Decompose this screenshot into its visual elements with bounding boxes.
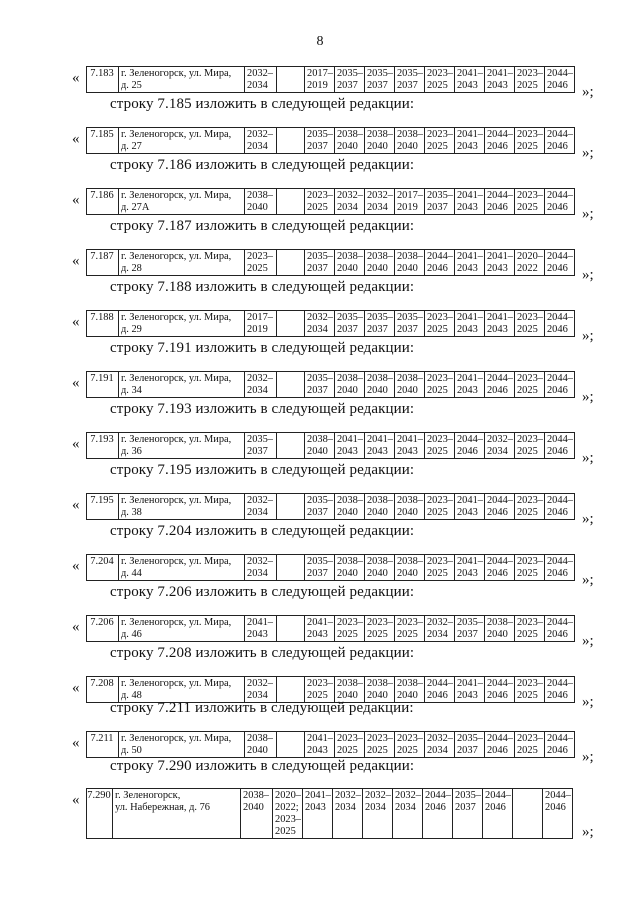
year-range-cell: 2035– 2037 — [334, 311, 364, 337]
year-range-cell: 2038– 2040 — [364, 677, 394, 703]
year-range-cell — [277, 616, 305, 642]
year-range-cell: 2023– 2025 — [514, 616, 544, 642]
year-range-cell — [277, 128, 305, 154]
year-range-cell: 2023– 2025 — [514, 677, 544, 703]
year-range-cell: 2038– 2040 — [364, 555, 394, 581]
row-number: 7.187 — [87, 250, 119, 276]
year-range-cell — [277, 732, 305, 758]
year-range-cell — [513, 789, 543, 839]
year-range-cell: 2038– 2040 — [394, 555, 424, 581]
year-range-cell: 2041– 2043 — [305, 616, 335, 642]
amendment-heading: строку 7.211 изложить в следующей редакции: — [110, 700, 414, 716]
year-range-cell: 2035– 2037 — [364, 67, 394, 93]
close-quote: »; — [582, 328, 594, 344]
year-range-cell: 2038– 2040 — [364, 372, 394, 398]
period-cell: 2017– 2019 — [245, 311, 277, 337]
amendment-row-table — [86, 731, 575, 758]
period-cell: 2032– 2034 — [245, 67, 277, 93]
year-range-cell: 2032– 2034 — [364, 189, 394, 215]
open-quote: « — [72, 70, 80, 86]
row-number: 7.188 — [87, 311, 119, 337]
address-cell: г. Зеленогорск, ул. Мира, д. 27А — [119, 189, 245, 215]
year-range-cell: 2038– 2040 — [334, 677, 364, 703]
year-range-cell: 2023– 2025 — [305, 677, 335, 703]
year-range-cell — [277, 372, 305, 398]
year-range-cell: 2044– 2046 — [544, 128, 574, 154]
year-range-cell: 2038– 2040 — [394, 128, 424, 154]
year-range-cell: 2041– 2043 — [394, 433, 424, 459]
year-range-cell: 2044– 2046 — [424, 250, 454, 276]
year-range-cell: 2023– 2025 — [514, 67, 544, 93]
year-range-cell: 2038– 2040 — [334, 494, 364, 520]
year-range-cell: 2023– 2025 — [424, 494, 454, 520]
close-quote: »; — [582, 206, 594, 222]
year-range-cell: 2023– 2025 — [424, 372, 454, 398]
year-range-cell: 2032– 2034 — [393, 789, 423, 839]
row-number: 7.195 — [87, 494, 119, 520]
year-range-cell: 2035– 2037 — [305, 555, 335, 581]
year-range-cell: 2044– 2046 — [544, 555, 574, 581]
open-quote: « — [72, 792, 80, 808]
address-cell: г. Зеленогорск, ул. Мира, д. 44 — [119, 555, 245, 581]
year-range-cell — [277, 189, 305, 215]
year-range-cell: 2035– 2037 — [394, 311, 424, 337]
year-range-cell: 2038– 2040 — [394, 494, 424, 520]
amendment-heading: строку 7.185 изложить в следующей редакции: — [110, 96, 415, 112]
year-range-cell: 2041– 2043 — [303, 789, 333, 839]
year-range-cell: 2035– 2037 — [305, 250, 335, 276]
year-range-cell: 2023– 2025 — [424, 67, 454, 93]
year-range-cell: 2038– 2040 — [394, 372, 424, 398]
table-row — [87, 616, 575, 642]
year-range-cell: 2023– 2025 — [514, 732, 544, 758]
amendment-heading: строку 7.195 изложить в следующей редакции: — [110, 462, 415, 478]
year-range-cell: 2032– 2034 — [484, 433, 514, 459]
table-row — [87, 677, 575, 703]
close-quote: »; — [582, 450, 594, 466]
year-range-cell: 2023– 2025 — [364, 732, 394, 758]
year-range-cell: 2041– 2043 — [454, 67, 484, 93]
amendment-row-table — [86, 66, 575, 93]
year-range-cell: 2035– 2037 — [305, 372, 335, 398]
year-range-cell: 2038– 2040 — [364, 250, 394, 276]
year-range-cell: 2038– 2040 — [364, 128, 394, 154]
year-range-cell: 2023– 2025 — [424, 311, 454, 337]
year-range-cell: 2032– 2034 — [333, 789, 363, 839]
row-number: 7.186 — [87, 189, 119, 215]
close-quote: »; — [582, 633, 594, 649]
row-number: 7.208 — [87, 677, 119, 703]
period-cell: 2032– 2034 — [245, 555, 277, 581]
close-quote: »; — [582, 267, 594, 283]
year-range-cell: 2023– 2025 — [424, 433, 454, 459]
row-number: 7.206 — [87, 616, 119, 642]
year-range-cell — [277, 250, 305, 276]
close-quote: »; — [582, 145, 594, 161]
open-quote: « — [72, 497, 80, 513]
year-range-cell: 2044– 2046 — [544, 677, 574, 703]
close-quote: »; — [582, 824, 594, 840]
address-cell: г. Зеленогорск, ул. Мира, д. 36 — [119, 433, 245, 459]
amendment-heading: строку 7.206 изложить в следующей редакции: — [110, 584, 415, 600]
amendment-row-table — [86, 493, 575, 520]
open-quote: « — [72, 680, 80, 696]
page-number: 8 — [316, 34, 324, 49]
year-range-cell: 2023– 2025 — [514, 128, 544, 154]
amendment-heading: строку 7.208 изложить в следующей редакции: — [110, 645, 415, 661]
year-range-cell: 2044– 2046 — [483, 789, 513, 839]
open-quote: « — [72, 375, 80, 391]
year-range-cell: 2035– 2037 — [394, 67, 424, 93]
year-range-cell: 2032– 2034 — [424, 732, 454, 758]
amendment-row-table — [86, 554, 575, 581]
open-quote: « — [72, 436, 80, 452]
amendment-heading: строку 7.191 изложить в следующей редакции: — [110, 340, 415, 356]
year-range-cell: 2044– 2046 — [484, 494, 514, 520]
year-range-cell: 2041– 2043 — [484, 250, 514, 276]
period-cell: 2032– 2034 — [245, 677, 277, 703]
year-range-cell: 2044– 2046 — [544, 494, 574, 520]
open-quote: « — [72, 314, 80, 330]
year-range-cell: 2032– 2034 — [334, 189, 364, 215]
year-range-cell: 2041– 2043 — [334, 433, 364, 459]
year-range-cell — [277, 494, 305, 520]
year-range-cell: 2023– 2025 — [514, 189, 544, 215]
year-range-cell: 2038– 2040 — [394, 677, 424, 703]
close-quote: »; — [582, 572, 594, 588]
close-quote: »; — [582, 84, 594, 100]
year-range-cell: 2044– 2046 — [484, 732, 514, 758]
year-range-cell — [277, 555, 305, 581]
close-quote: »; — [582, 389, 594, 405]
year-range-cell: 2038– 2040 — [334, 372, 364, 398]
row-number: 7.183 — [87, 67, 119, 93]
year-range-cell: 2035– 2037 — [454, 616, 484, 642]
year-range-cell — [277, 311, 305, 337]
year-range-cell: 2041– 2043 — [454, 555, 484, 581]
year-range-cell: 2038– 2040 — [305, 433, 335, 459]
year-range-cell: 2035– 2037 — [334, 67, 364, 93]
year-range-cell: 2044– 2046 — [484, 372, 514, 398]
year-range-cell: 2035– 2037 — [454, 732, 484, 758]
year-range-cell: 2041– 2043 — [305, 732, 335, 758]
year-range-cell: 2020– 2022; 2023– 2025 — [273, 789, 303, 839]
amendment-heading: строку 7.204 изложить в следующей редакции: — [110, 523, 415, 539]
row-number: 7.185 — [87, 128, 119, 154]
year-range-cell: 2032– 2034 — [305, 311, 335, 337]
address-cell: г. Зеленогорск, ул. Мира, д. 48 — [119, 677, 245, 703]
table-row — [87, 189, 575, 215]
address-cell: г. Зеленогорск, ул. Мира, д. 38 — [119, 494, 245, 520]
address-cell: г. Зеленогорск, ул. Мира, д. 29 — [119, 311, 245, 337]
open-quote: « — [72, 253, 80, 269]
year-range-cell — [277, 677, 305, 703]
year-range-cell: 2038– 2040 — [334, 128, 364, 154]
year-range-cell: 2041– 2043 — [454, 494, 484, 520]
year-range-cell: 2023– 2025 — [305, 189, 335, 215]
year-range-cell: 2044– 2046 — [544, 311, 574, 337]
year-range-cell: 2041– 2043 — [454, 128, 484, 154]
row-number: 7.193 — [87, 433, 119, 459]
address-cell: г. Зеленогорск, ул. Набережная, д. 76 — [113, 789, 241, 839]
year-range-cell: 2035– 2037 — [364, 311, 394, 337]
table-row — [87, 494, 575, 520]
year-range-cell: 2041– 2043 — [454, 677, 484, 703]
year-range-cell: 2023– 2025 — [334, 616, 364, 642]
period-cell: 2035– 2037 — [245, 433, 277, 459]
row-number: 7.211 — [87, 732, 119, 758]
year-range-cell: 2044– 2046 — [544, 67, 574, 93]
period-cell: 2023– 2025 — [245, 250, 277, 276]
year-range-cell: 2017– 2019 — [305, 67, 335, 93]
amendment-row-table — [86, 432, 575, 459]
amendment-heading: строку 7.193 изложить в следующей редакции: — [110, 401, 415, 417]
year-range-cell: 2044– 2046 — [484, 555, 514, 581]
year-range-cell: 2023– 2025 — [334, 732, 364, 758]
year-range-cell: 2020– 2022 — [514, 250, 544, 276]
year-range-cell: 2023– 2025 — [514, 433, 544, 459]
year-range-cell: 2041– 2043 — [454, 189, 484, 215]
year-range-cell: 2023– 2025 — [514, 311, 544, 337]
period-cell: 2038– 2040 — [245, 732, 277, 758]
amendment-row-table — [86, 127, 575, 154]
year-range-cell: 2041– 2043 — [484, 67, 514, 93]
close-quote: »; — [582, 749, 594, 765]
period-cell: 2038– 2040 — [245, 189, 277, 215]
amendment-row-table — [86, 788, 573, 839]
year-range-cell: 2023– 2025 — [364, 616, 394, 642]
year-range-cell: 2023– 2025 — [514, 372, 544, 398]
address-cell: г. Зеленогорск, ул. Мира, д. 25 — [119, 67, 245, 93]
year-range-cell: 2044– 2046 — [544, 250, 574, 276]
amendment-row-table — [86, 615, 575, 642]
year-range-cell: 2044– 2046 — [544, 732, 574, 758]
open-quote: « — [72, 192, 80, 208]
period-cell: 2032– 2034 — [245, 372, 277, 398]
open-quote: « — [72, 619, 80, 635]
year-range-cell: 2044– 2046 — [544, 616, 574, 642]
address-cell: г. Зеленогорск, ул. Мира, д. 27 — [119, 128, 245, 154]
year-range-cell: 2044– 2046 — [454, 433, 484, 459]
year-range-cell: 2023– 2025 — [424, 555, 454, 581]
year-range-cell: 2023– 2025 — [394, 616, 424, 642]
table-row — [87, 128, 575, 154]
close-quote: »; — [582, 694, 594, 710]
year-range-cell: 2041– 2043 — [454, 311, 484, 337]
table-row — [87, 372, 575, 398]
year-range-cell: 2041– 2043 — [454, 250, 484, 276]
year-range-cell: 2023– 2025 — [514, 494, 544, 520]
amendment-row-table — [86, 371, 575, 398]
year-range-cell: 2044– 2046 — [423, 789, 453, 839]
year-range-cell: 2041– 2043 — [454, 372, 484, 398]
year-range-cell: 2035– 2037 — [424, 189, 454, 215]
period-cell: 2032– 2034 — [245, 128, 277, 154]
year-range-cell: 2038– 2040 — [484, 616, 514, 642]
year-range-cell: 2035– 2037 — [305, 128, 335, 154]
year-range-cell: 2044– 2046 — [484, 677, 514, 703]
year-range-cell: 2023– 2025 — [394, 732, 424, 758]
amendment-row-table — [86, 676, 575, 703]
table-row — [87, 67, 575, 93]
year-range-cell: 2038– 2040 — [334, 250, 364, 276]
year-range-cell: 2035– 2037 — [453, 789, 483, 839]
open-quote: « — [72, 131, 80, 147]
year-range-cell: 2044– 2046 — [484, 189, 514, 215]
amendment-heading: строку 7.186 изложить в следующей редакции: — [110, 157, 415, 173]
amendment-row-table — [86, 249, 575, 276]
year-range-cell: 2044– 2046 — [543, 789, 573, 839]
year-range-cell: 2038– 2040 — [364, 494, 394, 520]
row-number: 7.204 — [87, 555, 119, 581]
address-cell: г. Зеленогорск, ул. Мира, д. 46 — [119, 616, 245, 642]
year-range-cell: 2041– 2043 — [364, 433, 394, 459]
year-range-cell — [277, 433, 305, 459]
open-quote: « — [72, 735, 80, 751]
open-quote: « — [72, 558, 80, 574]
period-cell: 2041– 2043 — [245, 616, 277, 642]
address-cell: г. Зеленогорск, ул. Мира, д. 34 — [119, 372, 245, 398]
table-row — [87, 250, 575, 276]
address-cell: г. Зеленогорск, ул. Мира, д. 28 — [119, 250, 245, 276]
row-number: 7.290 — [87, 789, 113, 839]
table-row — [87, 732, 575, 758]
year-range-cell: 2038– 2040 — [394, 250, 424, 276]
year-range-cell: 2023– 2025 — [514, 555, 544, 581]
year-range-cell: 2032– 2034 — [424, 616, 454, 642]
amendment-row-table — [86, 310, 575, 337]
table-row — [87, 433, 575, 459]
amendment-row-table — [86, 188, 575, 215]
table-row — [87, 311, 575, 337]
period-cell: 2032– 2034 — [245, 494, 277, 520]
year-range-cell: 2041– 2043 — [484, 311, 514, 337]
year-range-cell: 2017– 2019 — [394, 189, 424, 215]
year-range-cell: 2038– 2040 — [334, 555, 364, 581]
address-cell: г. Зеленогорск, ул. Мира, д. 50 — [119, 732, 245, 758]
year-range-cell: 2044– 2046 — [484, 128, 514, 154]
year-range-cell: 2044– 2046 — [544, 372, 574, 398]
year-range-cell — [277, 67, 305, 93]
period-cell: 2038– 2040 — [241, 789, 273, 839]
year-range-cell: 2035– 2037 — [305, 494, 335, 520]
amendment-heading: строку 7.290 изложить в следующей редакции: — [110, 758, 415, 774]
year-range-cell: 2044– 2046 — [424, 677, 454, 703]
year-range-cell: 2023– 2025 — [424, 128, 454, 154]
year-range-cell: 2032– 2034 — [363, 789, 393, 839]
row-number: 7.191 — [87, 372, 119, 398]
table-row — [87, 789, 573, 839]
amendment-heading: строку 7.188 изложить в следующей редакции: — [110, 279, 415, 295]
table-row — [87, 555, 575, 581]
year-range-cell: 2044– 2046 — [544, 189, 574, 215]
close-quote: »; — [582, 511, 594, 527]
amendment-heading: строку 7.187 изложить в следующей редакции: — [110, 218, 415, 234]
year-range-cell: 2044– 2046 — [544, 433, 574, 459]
